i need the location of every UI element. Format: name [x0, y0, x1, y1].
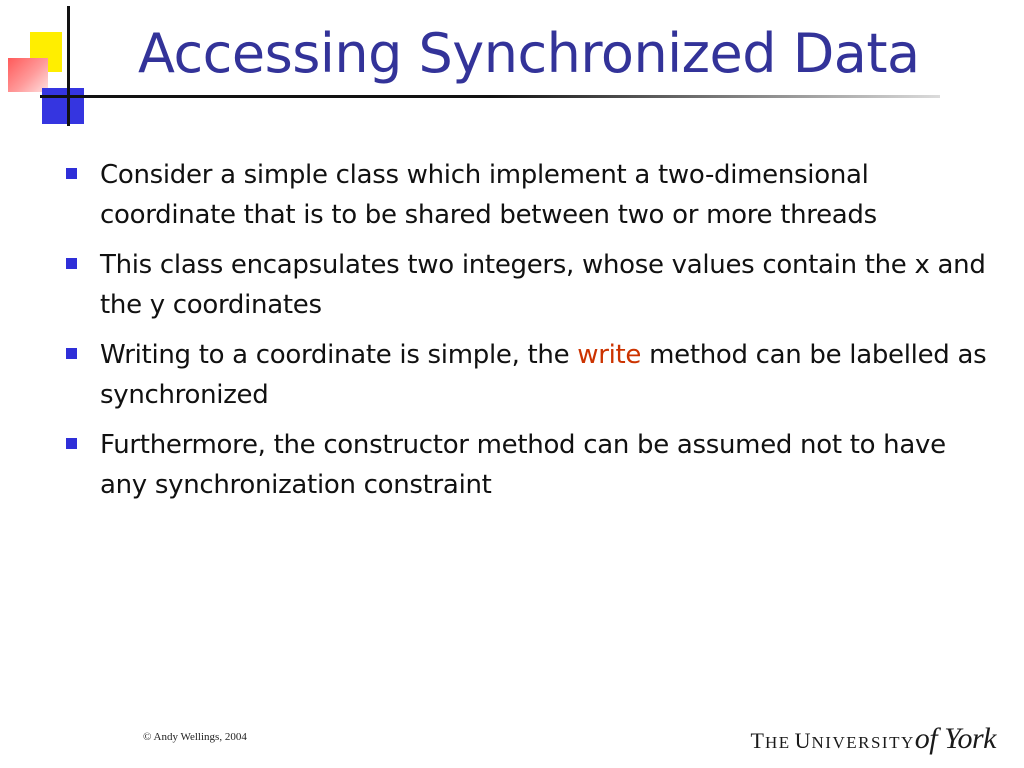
logo-university-initial: U — [794, 728, 812, 753]
square-bullet-icon — [66, 348, 77, 359]
bullet-text: Consider a simple class which implement a two-dimensional coordinate that is to be shared between two or more threads — [100, 160, 877, 230]
bullet-item — [66, 335, 996, 415]
logo-the-initial: T — [750, 728, 765, 753]
bullet-item — [66, 245, 996, 325]
university-logo — [751, 722, 997, 756]
bullet-text: This class encapsulates two integers, whose values contain the x and the y coordinates — [100, 250, 986, 320]
bullet-text-before: Writing to a coordinate is simple, the — [100, 340, 578, 370]
bullet-text-after: method can be labelled as synchronized — [100, 340, 987, 410]
logo-of-york: of York — [914, 722, 996, 755]
bullet-item — [66, 425, 996, 505]
copyright-notice: © Andy Wellings, 2004 — [143, 731, 247, 743]
bullet-list — [66, 155, 996, 515]
title-underline — [40, 95, 940, 98]
logo-the-rest: HE — [764, 733, 791, 752]
highlighted-keyword: write — [577, 340, 642, 370]
vertical-rule — [67, 6, 70, 126]
square-bullet-icon — [66, 168, 77, 179]
blue-square — [42, 88, 84, 124]
square-bullet-icon — [66, 258, 77, 269]
red-square — [8, 58, 48, 92]
bullet-item — [66, 155, 996, 235]
slide-title: Accessing Synchronized Data — [138, 22, 920, 85]
logo-university-rest: NIVERSITY — [811, 733, 915, 752]
bullet-text: Furthermore, the constructor method can be assumed not to have any synchronization constraint — [100, 430, 946, 500]
square-bullet-icon — [66, 438, 77, 449]
